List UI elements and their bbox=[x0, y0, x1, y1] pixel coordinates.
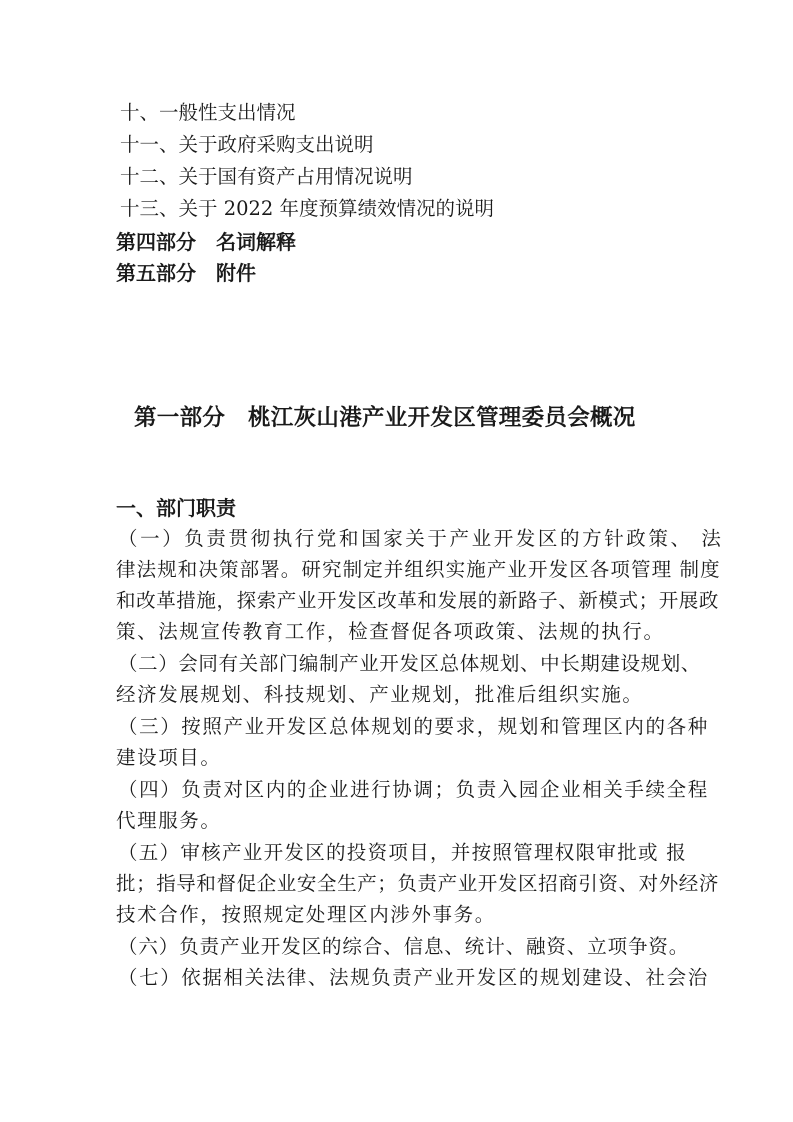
toc-part: 第五部分 附件 bbox=[116, 261, 256, 285]
body-line: （二）会同有关部门编制产业开发区总体规划、中长期建设规划、 bbox=[118, 652, 701, 675]
body-line: 律法规和决策部署。研究制定并组织实施产业开发区各项管理 制度 bbox=[116, 558, 721, 581]
body-line: （四）负责对区内的企业进行协调；负责入园企业相关手续全程 bbox=[118, 778, 709, 801]
body-line: 和改革措施，探索产业开发区改革和发展的新路子、新模式；开展政 bbox=[116, 589, 720, 612]
toc-item: 十、一般性支出情况 bbox=[120, 101, 296, 124]
body-line: （三）按照产业开发区总体规划的要求，规划和管理区内的各种 bbox=[118, 715, 709, 738]
body-line: 代理服务。 bbox=[116, 809, 222, 832]
body-line: 批；指导和督促企业安全生产；负责产业开发区招商引资、对外经济 bbox=[116, 872, 720, 895]
body-line: 策、法规宣传教育工作，检查督促各项政策、法规的执行。 bbox=[116, 620, 665, 643]
page-title: 第一部分 桃江灰山港产业开发区管理委员会概况 bbox=[134, 405, 636, 431]
toc-item: 十二、关于国有资产占用情况说明 bbox=[120, 165, 413, 188]
body-line: （五）审核产业开发区的投资项目，并按照管理权限审批或 报 bbox=[118, 841, 688, 864]
toc-part: 第四部分 名词解释 bbox=[116, 230, 296, 254]
body-line: （一）负责贯彻执行党和国家关于产业开发区的方针政策、 法 bbox=[118, 527, 724, 550]
body-line: （六）负责产业开发区的综合、信息、统计、融资、立项争资。 bbox=[118, 935, 690, 958]
section-heading: 一、部门职责 bbox=[116, 496, 236, 520]
body-line: 建设项目。 bbox=[116, 746, 222, 769]
toc-item: 十一、关于政府采购支出说明 bbox=[120, 133, 374, 156]
body-line: （七）依据相关法律、法规负责产业开发区的规划建设、社会治 bbox=[118, 966, 709, 989]
toc-item: 十三、关于 2022 年度预算绩效情况的说明 bbox=[120, 197, 495, 220]
body-line: 经济发展规划、科技规划、产业规划，批准后组织实施。 bbox=[116, 683, 644, 706]
body-line: 技术合作，按照规定处理区内涉外事务。 bbox=[116, 903, 496, 926]
